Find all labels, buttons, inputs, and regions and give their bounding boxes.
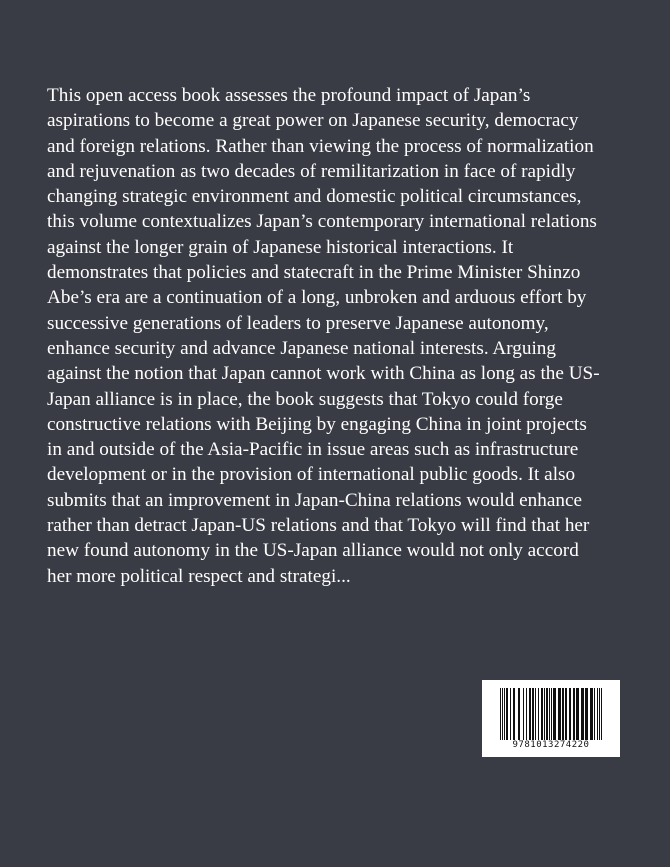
description-line: against the notion that Japan cannot work with China as long as the US- <box>47 363 600 385</box>
barcode-bar <box>546 688 548 740</box>
barcode-bar <box>573 688 575 740</box>
barcode-bar <box>590 688 593 740</box>
description-line: and foreign relations. Rather than viewing the process of normalization <box>47 135 594 157</box>
barcode-bar <box>506 688 508 740</box>
barcode-bar <box>532 688 534 740</box>
barcode-bar <box>523 688 524 740</box>
barcode-bar <box>599 688 600 740</box>
description-line: successive generations of leaders to preserve Japanese autonomy, <box>47 312 549 334</box>
barcode-bar <box>569 688 571 740</box>
barcode-bar <box>500 688 501 740</box>
barcode-bar <box>538 688 539 740</box>
description-line: against the longer grain of Japanese historical interactions. It <box>47 236 514 258</box>
description-line: her more political respect and strategi... <box>47 565 351 587</box>
isbn-number: 9781013274220 <box>512 740 590 750</box>
book-description <box>47 83 637 589</box>
description-line: changing strategic environment and domestic political circumstances, <box>47 186 582 208</box>
barcode-bar <box>526 688 527 740</box>
description-line: Japan alliance is in place, the book suggests that Tokyo could forge <box>47 388 563 410</box>
barcode-bar <box>510 688 511 740</box>
barcode-bar <box>518 688 520 740</box>
barcode-bar <box>551 688 552 740</box>
description-line: submits that an improvement in Japan-China relations would enhance <box>47 489 582 511</box>
barcode-bar <box>541 688 543 740</box>
description-line: in and outside of the Asia-Pacific in issue areas such as infrastructure <box>47 439 579 461</box>
barcode-bar <box>502 688 503 740</box>
barcode-bar <box>565 688 567 740</box>
barcode-bar <box>585 688 588 740</box>
barcode-bar <box>513 688 515 740</box>
description-line: This open access book assesses the profound impact of Japan’s <box>47 85 531 106</box>
description-line: development or in the provision of international public goods. It also <box>47 464 576 486</box>
isbn-barcode <box>482 680 620 757</box>
barcode-bar <box>558 688 561 740</box>
description-line: new found autonomy in the US-Japan alliance would not only accord <box>47 540 579 562</box>
barcode-bar <box>549 688 550 740</box>
description-line: demonstrates that policies and statecraft in the Prime Minister Shinzo <box>47 262 581 284</box>
barcode-bar <box>576 688 579 740</box>
description-line: and rejuvenation as two decades of remilitarization in face of rapidly <box>47 160 576 182</box>
barcode-bar <box>544 688 545 740</box>
description-line: enhance security and advance Japanese national interests. Arguing <box>47 337 556 359</box>
description-line: aspirations to become a great power on Japanese security, democracy <box>47 110 579 132</box>
barcode-bar <box>535 688 536 740</box>
description-line: this volume contextualizes Japan’s contemporary international relations <box>47 211 597 233</box>
barcode-icon <box>500 688 602 740</box>
barcode-bar <box>597 688 598 740</box>
description-line: constructive relations with Beijing by engaging China in joint projects <box>47 413 587 435</box>
barcode-bar <box>601 688 602 740</box>
barcode-bar <box>504 688 505 740</box>
barcode-bar <box>581 688 584 740</box>
barcode-bar <box>594 688 595 740</box>
barcode-bar <box>562 688 564 740</box>
barcode-bar <box>553 688 556 740</box>
description-line: Abe’s era are a continuation of a long, unbroken and arduous effort by <box>47 287 587 309</box>
description-line: rather than detract Japan-US relations and that Tokyo will find that her <box>47 515 590 537</box>
barcode-bar <box>529 688 531 740</box>
